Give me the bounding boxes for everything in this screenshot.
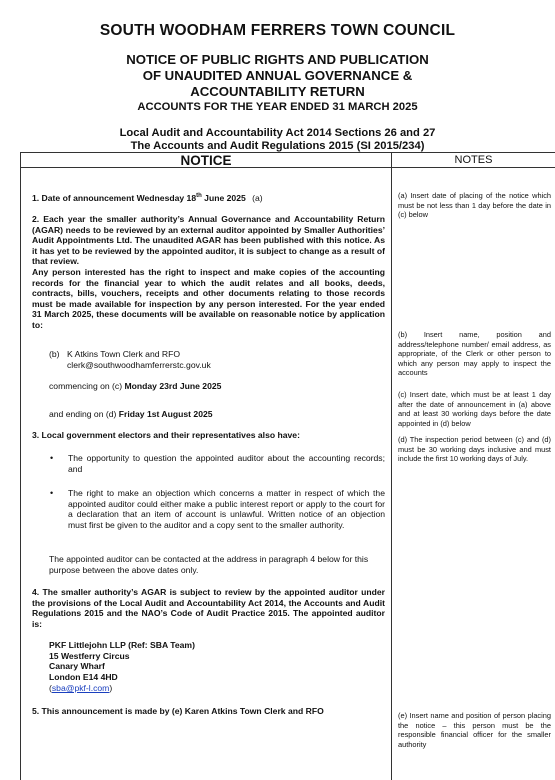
commencing-line (49, 381, 369, 392)
notice-title (0, 52, 555, 100)
note-a: (a) Insert date of placing of the notice which must be not less than 1 day before the date in (c) below (398, 191, 551, 220)
ref-b: (b) (49, 349, 60, 359)
paragraph-5: 5. This announcement is made by (e) Karen Atkins Town Clerk and RFO (32, 706, 324, 716)
ending-label: and ending on (d) (49, 409, 119, 419)
contact-email: clerk@southwoodhamferrerstc.gov.uk (67, 359, 211, 370)
auditor-email-line: (sba@pkf-l.com) (49, 683, 113, 693)
address-line-3: Canary Wharf (49, 661, 105, 672)
note-b: (b) Insert name, position and address/telephone number/ email address, as appropriate, of the Clerk or other person to which any person may apply to inspect the accounts (398, 330, 551, 378)
address-line-2: 15 Westferry Circus (49, 650, 130, 661)
column-divider (391, 152, 392, 780)
paragraph-2-review: 2. Each year the smaller authority’s Annual Governance and Accountability Return (AGAR) needs to be reviewed by an external auditor appointed by Smaller Authorities’ Audit Appointments Ltd. The unaudited AGAR has been published with this notice. As it has yet to be reviewed by the appointed auditor, it is subject to change as a result of that review. (32, 214, 385, 267)
paragraph-2 (32, 214, 385, 331)
note-c: (c) Insert date, which must be at least 1 day after the date of announcement in (a) above and at least 30 working days before the date appointed in (d) below (398, 390, 551, 428)
act-line-2: The Accounts and Audit Regulations 2015 (SI 2015/234) (130, 140, 425, 152)
accounts-period: ACCOUNTS FOR THE YEAR ENDED 31 MARCH 2025 (137, 101, 418, 113)
ending-line (49, 409, 369, 420)
title-line-1: NOTICE OF PUBLIC RIGHTS AND PUBLICATION (126, 52, 429, 67)
paragraph-4: 4. The smaller authority’s AGAR is subject to review by the appointed auditor under the provisions of the Local Audit and Accountability Act 2014, the Accounts and Audit Regulations 2015 and the NAO’s Code of Audit Practice 2015. The appointed auditor is: (32, 587, 385, 629)
auditor-contact-text: The appointed auditor can be contacted at the address in paragraph 4 below for this purpose between the above dates only. (49, 554, 369, 575)
column-header-notice: NOTICE (180, 153, 232, 168)
auditor-address (49, 640, 349, 682)
announcement-date: 1. Date of announcement Wednesday 18th June 2025 (32, 192, 246, 203)
bullet-marker-2: • (50, 488, 54, 498)
act-line-1: Local Audit and Accountability Act 2014 Sections 26 and 27 (119, 127, 436, 139)
legislation-references (0, 127, 555, 153)
paragraph-3: 3. Local government electors and their representatives also have: (32, 430, 300, 440)
ref-a: (a) (252, 192, 263, 203)
title-line-3: ACCOUNTABILITY RETURN (190, 84, 365, 99)
ending-date: Friday 1st August 2025 (118, 409, 213, 419)
address-line-4: London E14 4HD (49, 671, 118, 682)
bullet-item-objection: The right to make an objection which concerns a matter in respect of which the appointed auditor could either make a public interest report or apply to the court for a declaration that an item of account is unlawful. Written notice of an objection must first be given to the auditor and a copy sent to the smaller authority. (68, 488, 385, 530)
column-header-notes: NOTES (454, 154, 493, 166)
contact-name: K Atkins Town Clerk and RFO (67, 349, 181, 359)
address-line-1: PKF Littlejohn LLP (Ref: SBA Team) (49, 640, 195, 650)
auditor-email-link[interactable]: sba@pkf-l.com (51, 683, 110, 693)
note-e: (e) Insert name and position of person placing the notice – this person must be the responsible financial officer for the smaller authority (398, 711, 551, 749)
council-name: SOUTH WOODHAM FERRERS TOWN COUNCIL (99, 22, 456, 39)
bullet-item-question: The opportunity to question the appointed auditor about the accounting records; and (68, 453, 385, 474)
title-line-2: OF UNAUDITED ANNUAL GOVERNANCE & (142, 68, 413, 83)
paragraph-2-inspection: Any person interested has the right to inspect and make copies of the accounting records for the financial year to which the audit relates and all books, deeds, contracts, bills, vouchers, receipts and other documents relating to those records must be made available for inspection by any person interested. For the year ended 31 March 2025, these documents will be available on reasonable notice by application to: (32, 266, 385, 330)
commencing-label: commencing on (c) (49, 381, 125, 391)
commencing-date: Monday 23rd June 2025 (124, 381, 222, 391)
paragraph-1 (32, 191, 382, 203)
note-d: (d) The inspection period between (c) and (d) must be 30 working days inclusive and must include the first 10 working days of July. (398, 435, 551, 464)
bullet-marker-1: • (50, 453, 54, 463)
contact-block (67, 349, 367, 370)
